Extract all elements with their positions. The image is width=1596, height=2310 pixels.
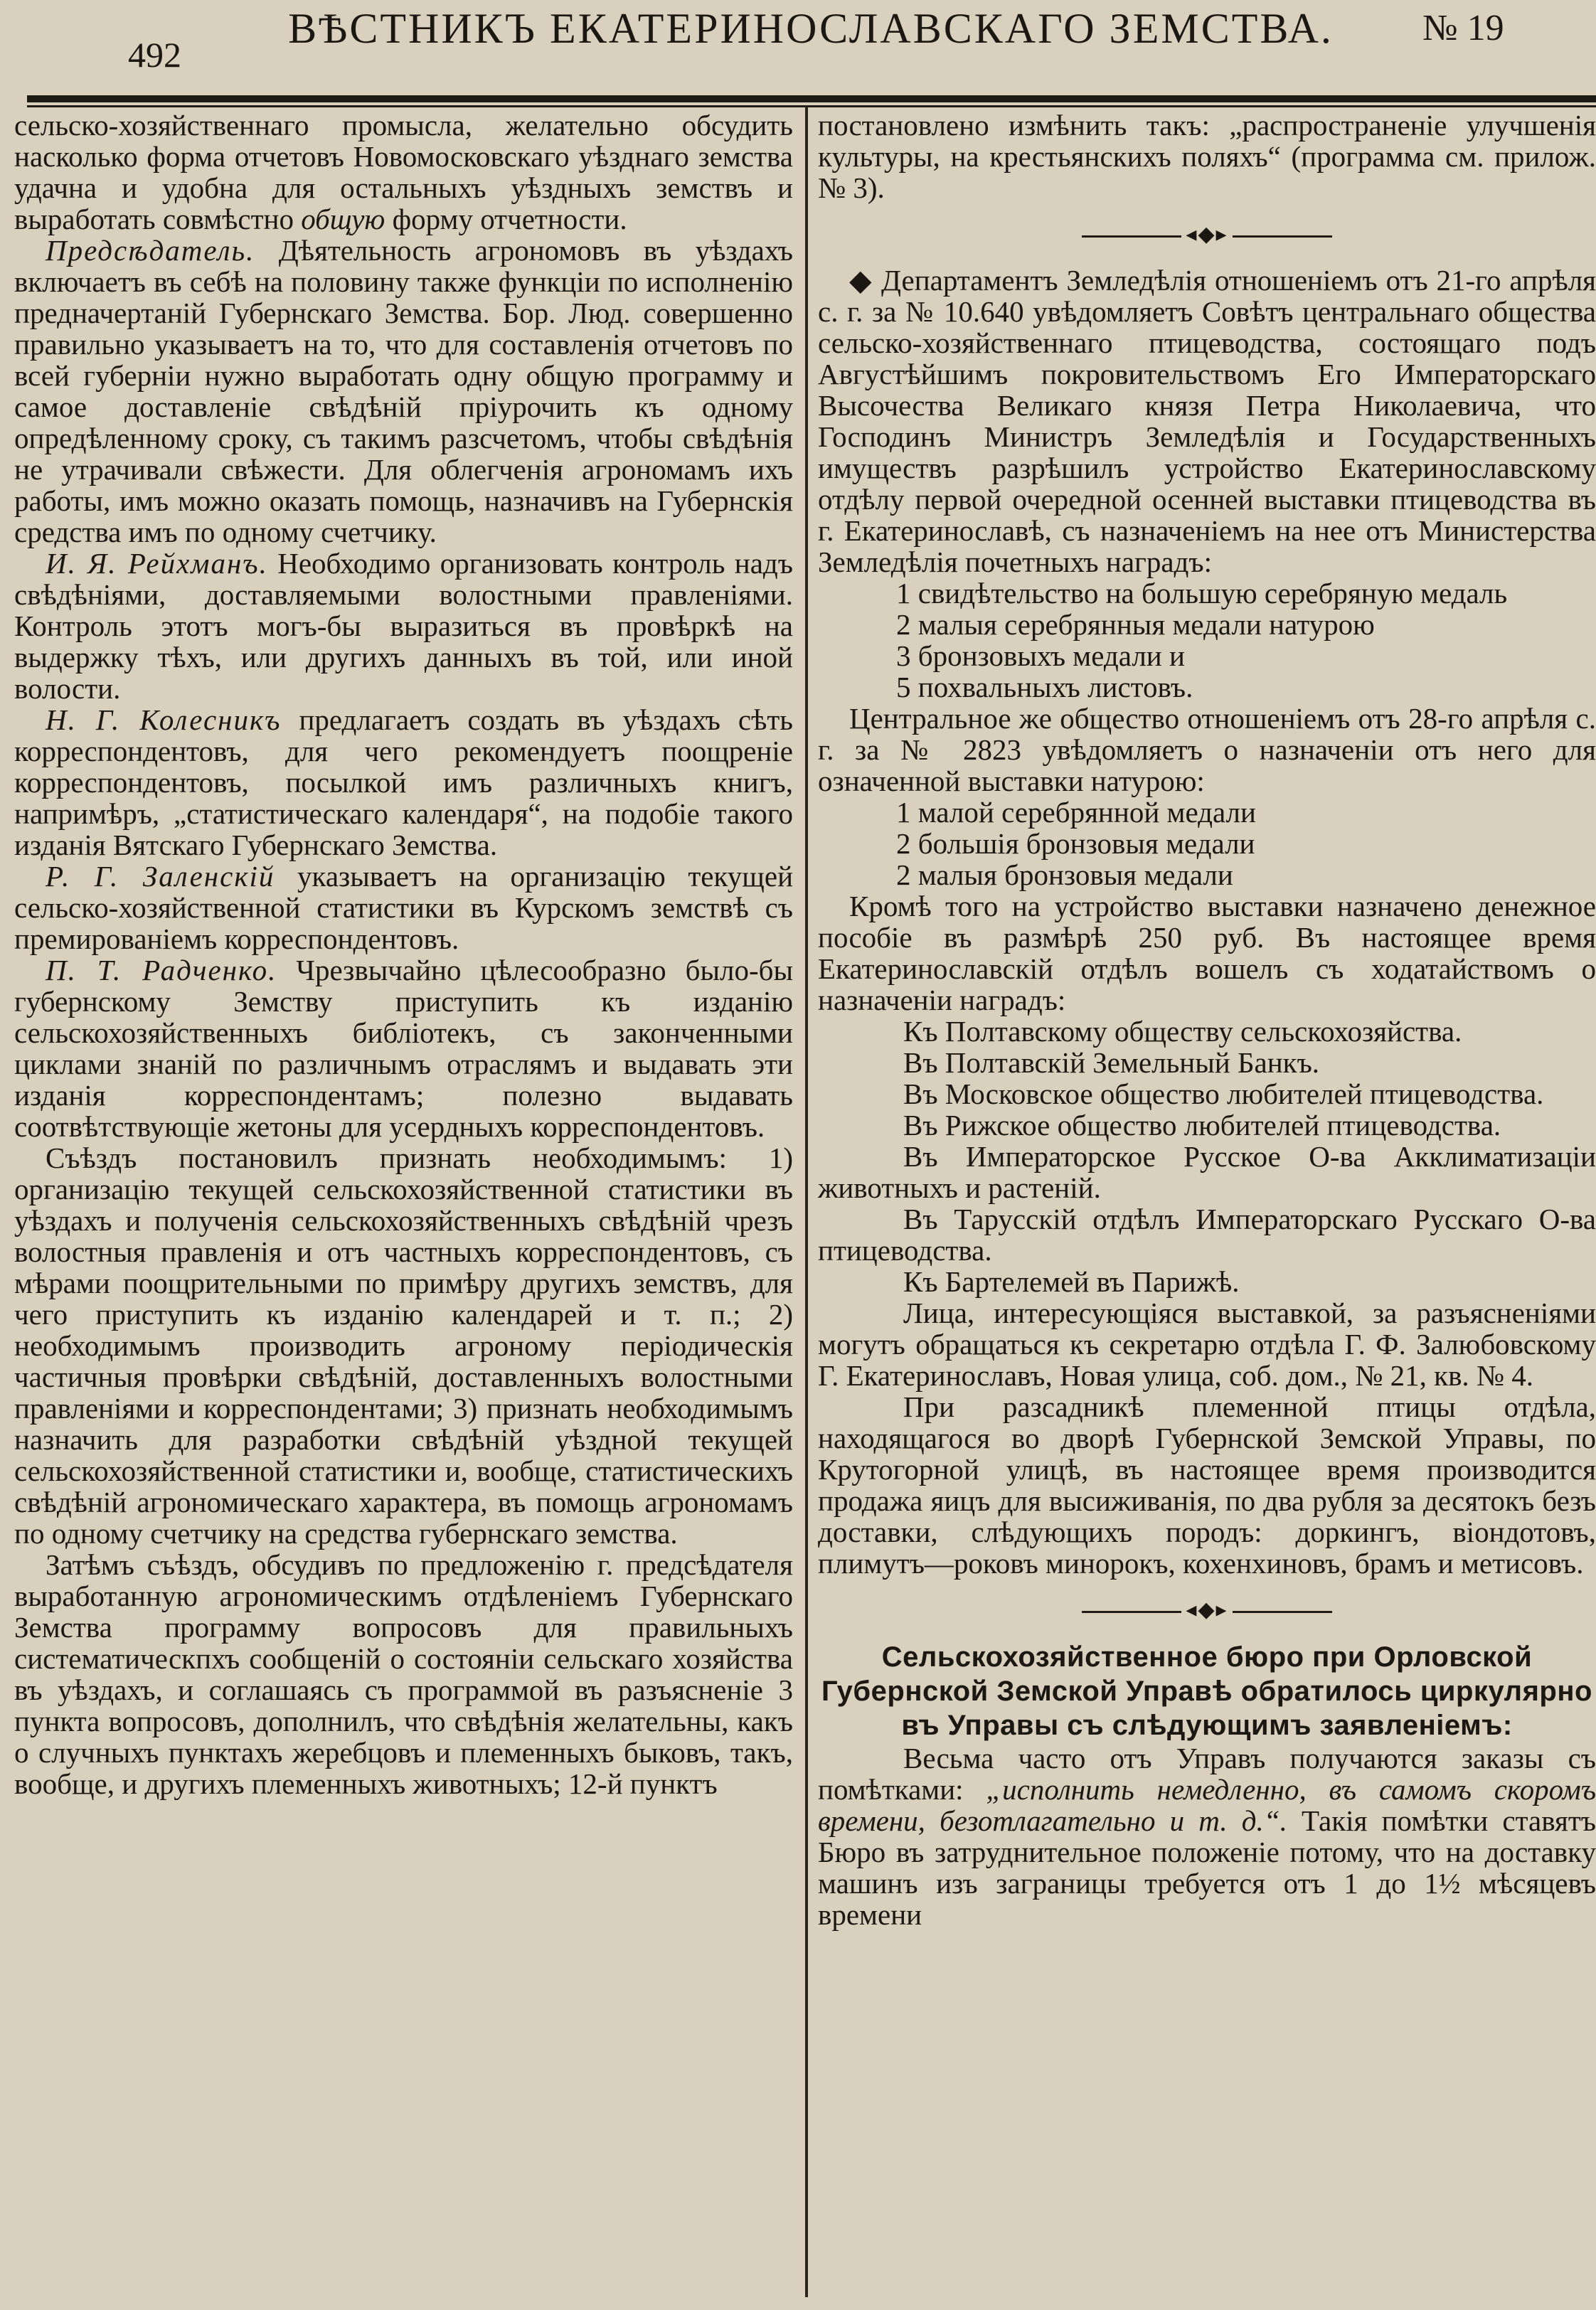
list-item: Въ Полтавскій Земельный Банкъ. xyxy=(903,1046,1320,1079)
paragraph: постановлено измѣнить такъ: „распространеніе улучшенія культуры, на крестьянскихъ поляхъ“ (программа см. прилож. № 3). xyxy=(818,109,1596,204)
paragraph: Центральное же общество отношеніемъ отъ 28-го апрѣля с. г. за № 2823 увѣдомляетъ о назначеніи отъ него для означенной выставки натурою: xyxy=(818,702,1596,797)
list-item: Въ Московское общество любителей птицеводства. xyxy=(903,1077,1544,1110)
speaker-name: П. Т. Радченко. xyxy=(46,954,277,986)
right-column xyxy=(818,110,1596,1930)
journal-title: ВѢСТНИКЪ ЕКАТЕРИНОСЛАВСКАГО ЗЕМСТВА. xyxy=(288,5,1334,52)
paragraph: Лица, интересующіяся выставкой, за разъясненіями могутъ обращаться къ секретарю отдѣла Г. Ф. Залюбовскому Г. Екатеринославъ, Новая улица, соб. дом., № 21, кв. № 4. xyxy=(818,1297,1596,1392)
header-rule-thin xyxy=(27,105,1596,107)
page-number: 492 xyxy=(128,35,181,75)
speaker-name: Н. Г. Колесникъ xyxy=(46,703,282,736)
page-header xyxy=(28,0,1579,85)
paragraph: Затѣмъ съѣздъ, обсудивъ по предложенію г. предсѣдателя выработанную агрономическимъ отдѣленіемъ Губернскаго Земства программу вопросовъ для правильныхъ систематическпхъ сообщеній о состояніи сельскаго хозяйства въ уѣздахъ, и соглашаясь съ программой въ разъясненіе 3 пункта вопросовъ, дополнилъ, что свѣдѣнія желательны, какъ о случныхъ пунктахъ жеребцовъ и племенныхъ быковъ, такъ, вообще, и другихъ племенныхъ животныхъ; 12-й пунктъ xyxy=(14,1548,793,1800)
paragraph: П. Т. Радченко. Чрезвычайно цѣлесообразно было-бы губернскому Земству приступить къ изданію сельскохозяйственныхъ библіотекъ, съ законченными циклами знаній по различнымъ отраслямъ и выдавать эти изданія корреспондентамъ; полезно выдавать соотвѣтствующіе жетоны для усердныхъ корреспондентовъ. xyxy=(14,954,794,1143)
paragraph: Кромѣ того на устройство выставки назначено денежное пособіе въ размѣрѣ 250 руб. Въ настоящее время Екатеринославскій отдѣлъ вошелъ съ ходатайствомъ о назначеніи наградъ: xyxy=(818,890,1596,1016)
paragraph: ◆ Департаментъ Земледѣлія отношеніемъ отъ 21-го апрѣля с. г. за № 10.640 увѣдомляетъ Совѣтъ центральнаго общества сельско-хозяйственнаго птицеводства, состоящаго подъ Августѣйшимъ покровительствомъ Его Императорскаго Высочества Великаго князя Петра Николаевича, что Господинъ Министръ Земледѣлія и Государственныхъ имуществъ разрѣшилъ устройство Екатеринославскому отдѣлу первой очередной осенней выставки птицеводства въ г. Екатеринославѣ, съ назначеніемъ на нее отъ Министерства Земледѣлія почетныхъ наградъ: xyxy=(818,264,1596,578)
paragraph: Р. Г. Заленскій указываетъ на организацію текущей сельско-хозяйственной статистики въ Курскомъ земствѣ съ премированіемъ корреспондентовъ. xyxy=(14,860,794,955)
list-item: 1 свидѣтельство на большую серебряную медаль xyxy=(896,577,1508,610)
list-item: Въ Тарусскій отдѣлъ Императорскаго Русскаго О-ва птицеводства. xyxy=(818,1203,1596,1267)
issue-number: № 19 xyxy=(1422,8,1504,48)
header-rule xyxy=(27,95,1596,102)
paragraph: Н. Г. Колесникъ предлагаетъ создать въ уѣздахъ сѣть корреспондентовъ, для чего рекомендуетъ поощреніе корреспондентовъ, посылкой имъ различныхъ книгъ, напримѣръ, „статистическаго календаря“, на подобіе такого изданія Вятскаго Губернскаго Земства. xyxy=(14,703,794,861)
petition-list xyxy=(818,1016,1596,1297)
speaker-name: Р. Г. Заленскій xyxy=(46,860,275,893)
speaker-name: Предсѣдатель. xyxy=(46,234,255,267)
ornament-icon: ◆ xyxy=(849,264,873,297)
paragraph: При разсадникѣ племенной птицы отдѣла, находящагося во дворѣ Губернской Земской Управы, по Крутогорной улицѣ, въ настоящее время производится продажа яицъ для высиживанія, по два рубля за десятокъ безъ доставки, слѣдующихъ породъ: доркингъ, віондотовъ, плимутъ—роковъ минорокъ, кохенхиновъ, брамъ и метисовъ. xyxy=(818,1390,1596,1580)
speaker-name: И. Я. Рейхманъ. xyxy=(46,547,268,580)
resolution-paragraph: Съѣздъ постановилъ признать необходимымъ: 1) организацію текущей сельскохозяйственной статистики въ уѣздахъ и полученія сельскохозяйственныхъ свѣдѣній чрезъ волостныя правленія и отъ частныхъ корреспондентовъ, съ мѣрами поощрительными по примѣру другихъ земствъ, для чего приступить къ изданію календарей и т. п.; 2) необходимымъ производить агроному періодическія частичныя провѣрки свѣдѣній, доставленныхъ волостными правленіями и корреспондентами; 3) признать необходимымъ назначить для разработки свѣдѣній уѣздной текущей сельскохозяйственной статистики и, вообще, статистическихъ свѣдѣній агрономическаго характера, въ помощь агрономамъ по одному счетчику на средства губернскаго земства. xyxy=(14,1141,793,1550)
paragraph: Весьма часто отъ Управъ получаются заказы съ помѣтками: „исполнить немедленно, въ самомъ скоромъ времени, безотлагательно и т. д.“. Такія помѣтки ставятъ Бюро въ затруднительное положеніе потому, что на доставку машинъ изъ заграницы требуется отъ 1 до 1½ мѣсяцевъ времени xyxy=(818,1742,1596,1931)
section-heading: Сельскохозяйственное бюро при Орловской Губернской Земской Управѣ обратилось циркулярно въ Управы съ слѣдующимъ заявленіемъ: xyxy=(821,1641,1592,1741)
list-item: 2 большія бронзовыя медали xyxy=(896,827,1255,860)
list-item: 2 малыя бронзовыя медали xyxy=(896,858,1233,891)
ornament-divider: ◂◆▸ xyxy=(818,1595,1596,1626)
list-item: Къ Полтавскому обществу сельскохозяйства. xyxy=(903,1015,1462,1048)
list-item: Въ Императорское Русское О-ва Акклиматизаціи животныхъ и растеній. xyxy=(818,1140,1596,1204)
awards-list xyxy=(818,797,1596,890)
list-item: Къ Бартелемей въ Парижѣ. xyxy=(903,1265,1240,1298)
paragraph: Предсѣдатель. Дѣятельность агрономовъ въ уѣздахъ включаетъ въ себѣ на половину также функціи по исполненію предначертаній Губернскаго Земства. Бор. Люд. совершенно правильно указываетъ на то, что для составленія отчетовъ по всей губерніи нужно выработать одну общую программу и самое доставленіе свѣдѣній пріурочить къ одному опредѣленному сроку, съ такимъ разсчетомъ, чтобы свѣдѣнія не утрачивали свѣжести. Для облегченія агрономамъ ихъ работы, имъ можно оказать помощь, назначивъ на Губернскія средства имъ по одному счетчику. xyxy=(14,234,794,548)
ornament-divider: ◂◆▸ xyxy=(818,219,1596,250)
list-item: Въ Рижское общество любителей птицеводства. xyxy=(903,1109,1501,1141)
left-column xyxy=(14,110,793,1799)
awards-list xyxy=(818,578,1596,703)
paragraph: И. Я. Рейхманъ. Необходимо организовать контроль надъ свѣдѣніями, доставляемыми волостными правленіями. Контроль этотъ могъ-бы выразиться въ провѣркѣ на выдержку тѣхъ, или другихъ данныхъ въ той, или иной волости. xyxy=(14,547,793,705)
list-item: 3 бронзовыхъ медали и xyxy=(896,639,1185,672)
paragraph: сельско-хозяйственнаго промысла, желательно обсудить насколько форма отчетовъ Новомосковскаго уѣзднаго земства удачна и удобна для остальныхъ уѣздныхъ земствъ и выработать совмѣстно общую форму отчетности. xyxy=(14,109,793,235)
list-item: 1 малой серебрянной медали xyxy=(896,796,1256,829)
list-item: 5 похвальныхъ листовъ. xyxy=(896,671,1193,703)
list-item: 2 малыя серебрянныя медали натурою xyxy=(896,608,1375,641)
column-divider xyxy=(805,107,808,2297)
